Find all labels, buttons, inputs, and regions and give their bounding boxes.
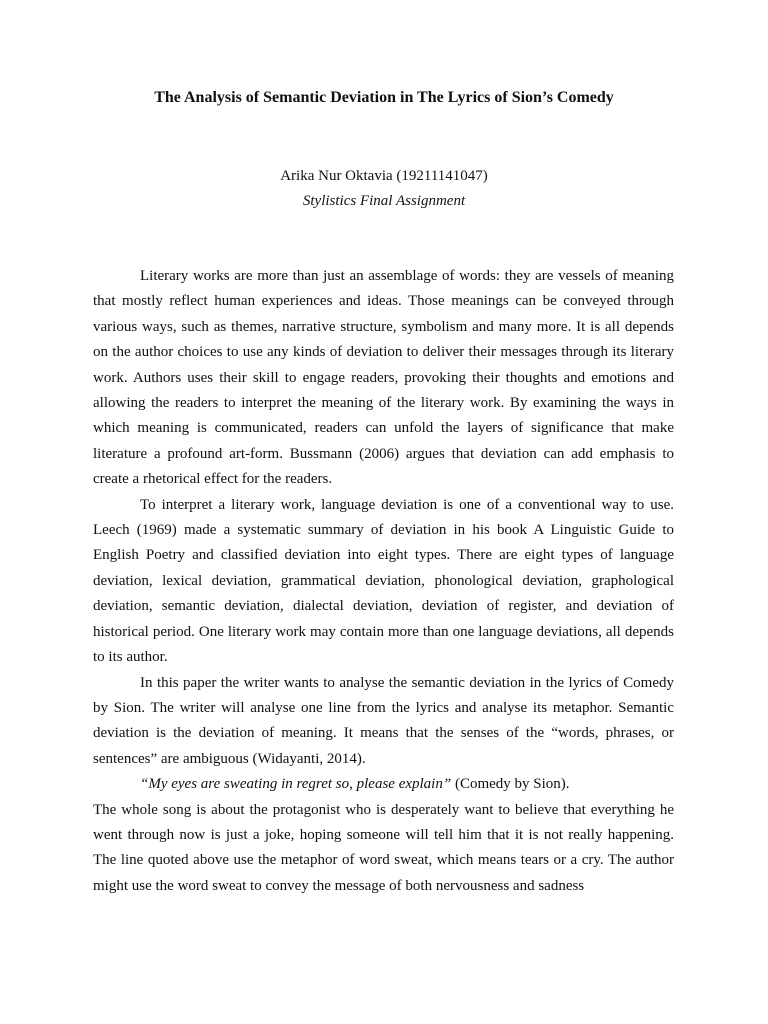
lyric-quote-citation: (Comedy by Sion).: [451, 776, 570, 793]
course-line: Stylistics Final Assignment: [302, 193, 466, 209]
paragraph-intro: Literary works are more than just an assemblage of words: they are vessels of meaning that mostly reflect human experiences and ideas. Those meanings can be conveyed through various ways, such as themes, narrative structure, symbolism and many more. It is all depends on the author choices to use any kinds of deviation to deliver their messages through its literary work. Authors uses their skill to engage readers, provoking their thoughts and emotions and allowing the readers to interpret the meaning of the literary work. By examining the ways in which meaning is communicated, readers can unfold the layers of significance that make literature a profound art-form. Bussmann (2006) argues that deviation can add emphasis to create a rhetorical effect for the readers.: [93, 268, 674, 488]
body-text: [93, 264, 674, 899]
paragraph-song-analysis: The whole song is about the protagonist who is desperately want to believe that everything he went through now is just a joke, hoping someone will tell him that it is not really happening. The line quoted above use the metaphor of word sweat, which means tears or a cry. The author might use the word sweat to convey the message of both nervousness and sadness: [93, 801, 674, 894]
paper-title: The Analysis of Semantic Deviation in The Lyrics of Sion’s Comedy: [154, 89, 614, 106]
author-line: Arika Nur Oktavia (19211141047): [280, 168, 488, 184]
lyric-quote: [93, 772, 674, 797]
paragraph-deviation-types: To interpret a literary work, language deviation is one of a conventional way to use. Leech (1969) made a systematic summary of deviation in his book A Linguistic Guide to English Poetry and classified deviation into eight types. There are eight types of language deviation, lexical deviation, grammatical deviation, phonological deviation, graphological deviation, semantic deviation, dialectal deviation, deviation of register, and deviation of historical period. One literary work may contain more than one language deviations, all depends to its author.: [93, 496, 674, 666]
lyric-quote-text: “My eyes are sweating in regret so, please explain”: [140, 776, 452, 793]
paragraph-paper-aim: In this paper the writer wants to analyse the semantic deviation in the lyrics of Comedy by Sion. The writer will analyse one line from the lyrics and analyse its metaphor. Semantic deviation is the deviation of meaning. It means that the senses of the “words, phrases, or sentences” are ambiguous (Widayanti, 2014).: [93, 674, 674, 767]
